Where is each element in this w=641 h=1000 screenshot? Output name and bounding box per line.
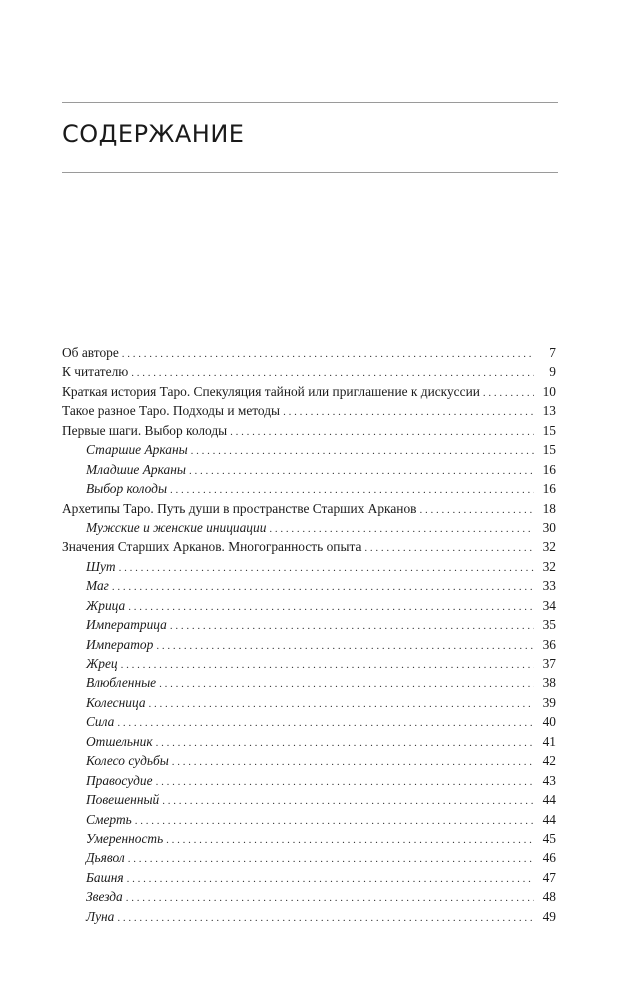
toc-entry-title: Звезда: [86, 889, 123, 905]
toc-page-number: 16: [542, 461, 556, 477]
toc-subentry: [62, 654, 556, 673]
toc-page-number: 42: [542, 753, 556, 769]
dot-leader: [117, 909, 534, 928]
toc-entry-title: Император: [86, 636, 154, 652]
toc-entry-title: Колесо судьбы: [86, 753, 169, 769]
toc-entry-title: Шут: [86, 558, 116, 574]
toc-page-number: 7: [549, 345, 556, 360]
toc-entry-title: Правосудие: [86, 772, 153, 788]
toc-entry-title: Значения Старших Арканов. Многогранность опыта: [62, 539, 362, 555]
dot-leader: [119, 559, 534, 578]
toc-page-number: 47: [542, 869, 556, 885]
toc-entry-title: Маг: [86, 578, 109, 594]
dot-leader: [149, 695, 534, 714]
toc-page-number: 44: [542, 811, 556, 827]
dot-leader: [364, 539, 534, 558]
toc-page-number: 15: [542, 422, 556, 438]
toc-entry: [62, 499, 556, 518]
toc-subentry: [62, 479, 556, 498]
toc-subentry: [62, 693, 556, 712]
toc-entry-title: Младшие Арканы: [86, 461, 186, 477]
toc-entry: [62, 343, 556, 362]
toc-subentry: [62, 829, 556, 848]
toc-page-number: 38: [542, 675, 556, 691]
toc-subentry: [62, 810, 556, 829]
toc-subentry: [62, 615, 556, 634]
toc-subentry: [62, 868, 556, 887]
toc-page-number: 46: [542, 850, 556, 866]
toc-subentry: [62, 673, 556, 692]
dot-leader: [128, 850, 534, 869]
toc-entry-title: Отшельник: [86, 733, 153, 749]
dot-leader: [159, 675, 534, 694]
dot-leader: [112, 578, 534, 597]
toc-subentry: [62, 440, 556, 459]
toc-entry-title: Луна: [86, 908, 115, 924]
toc-entry-title: Жрица: [86, 597, 126, 613]
toc-subentry: [62, 790, 556, 809]
toc-subentry: [62, 518, 556, 537]
toc-entry-title: Старшие Арканы: [86, 442, 188, 458]
toc-entry-title: Первые шаги. Выбор колоды: [62, 422, 228, 438]
dot-leader: [156, 773, 534, 792]
toc-page-number: 15: [542, 442, 556, 458]
toc-entry: [62, 362, 556, 381]
toc-subentry: [62, 771, 556, 790]
toc-subentry: [62, 596, 556, 615]
toc-entry-title: Смерть: [86, 811, 132, 827]
dot-leader: [126, 889, 534, 908]
toc-entry-title: Такое разное Таро. Подходы и методы: [62, 403, 281, 419]
toc-subentry: [62, 712, 556, 731]
dot-leader: [166, 831, 534, 850]
toc-page-number: 40: [542, 714, 556, 730]
dot-leader: [127, 870, 534, 889]
dot-leader: [230, 423, 534, 442]
toc-page-number: 41: [542, 733, 556, 749]
toc-subentry: [62, 557, 556, 576]
dot-leader: [156, 734, 534, 753]
toc-entry-title: Башня: [86, 869, 124, 885]
dot-leader: [135, 812, 534, 831]
dot-leader: [128, 598, 534, 617]
toc-page-number: 32: [542, 558, 556, 574]
toc-page-number: 32: [542, 539, 556, 555]
toc-entry-title: Мужские и женские инициации: [86, 519, 267, 535]
toc-entry: [62, 537, 556, 556]
toc-entry: [62, 401, 556, 420]
toc-entry-title: Об авторе: [62, 345, 119, 360]
dot-leader: [189, 462, 534, 481]
toc-entry-title: Повешенный: [86, 792, 160, 808]
toc-page-number: 35: [542, 617, 556, 633]
toc-page-number: 39: [542, 694, 556, 710]
toc-entry-title: Выбор колоды: [86, 481, 168, 497]
toc-entry-title: К читателю: [62, 364, 129, 380]
toc-entry-title: Краткая история Таро. Спекуляция тайной или приглашение к дискуссии: [62, 383, 480, 399]
dot-leader: [117, 714, 534, 733]
top-divider: [62, 102, 558, 103]
toc-page-number: 13: [542, 403, 556, 419]
dot-leader: [121, 656, 534, 675]
page-title: СОДЕРЖАНИЕ: [62, 120, 245, 148]
toc-entry: [62, 382, 556, 401]
toc-page-number: 48: [542, 889, 556, 905]
toc-page-number: 30: [542, 519, 556, 535]
table-of-contents: [62, 343, 556, 926]
toc-page-number: 49: [542, 908, 556, 924]
dot-leader: [170, 617, 534, 636]
toc-page-number: 44: [542, 792, 556, 808]
toc-entry-title: Умеренность: [86, 830, 164, 846]
bottom-divider: [62, 172, 558, 173]
toc-page-number: 10: [542, 383, 556, 399]
toc-subentry: [62, 635, 556, 654]
toc-subentry: [62, 887, 556, 906]
toc-entry-title: Дьявол: [86, 850, 125, 866]
dot-leader: [419, 501, 534, 520]
dot-leader: [162, 792, 534, 811]
toc-entry-title: Сила: [86, 714, 115, 730]
toc-entry-title: Архетипы Таро. Путь души в пространстве Старших Арканов: [62, 500, 417, 516]
toc-page-number: 34: [542, 597, 556, 613]
toc-entry-title: Колесница: [86, 694, 146, 710]
toc-subentry: [62, 907, 556, 926]
toc-page-number: 45: [542, 830, 556, 846]
toc-page-number: 18: [542, 500, 556, 516]
toc-page-number: 16: [542, 481, 556, 497]
dot-leader: [483, 384, 534, 403]
toc-page-number: 37: [542, 656, 556, 671]
dot-leader: [122, 345, 534, 364]
dot-leader: [283, 403, 534, 422]
toc-page-number: 36: [542, 636, 556, 652]
toc-page-number: 33: [542, 578, 556, 594]
toc-page-number: 43: [542, 772, 556, 788]
toc-entry-title: Жрец: [86, 656, 118, 671]
toc-subentry: [62, 460, 556, 479]
toc-entry-title: Влюбленные: [86, 675, 157, 691]
toc-subentry: [62, 732, 556, 751]
toc-subentry: [62, 576, 556, 595]
toc-entry-title: Императрица: [86, 617, 167, 633]
toc-page-number: 9: [549, 364, 556, 380]
toc-entry: [62, 421, 556, 440]
dot-leader: [191, 442, 534, 461]
dot-leader: [156, 637, 534, 656]
toc-subentry: [62, 751, 556, 770]
dot-leader: [172, 753, 534, 772]
toc-subentry: [62, 848, 556, 867]
